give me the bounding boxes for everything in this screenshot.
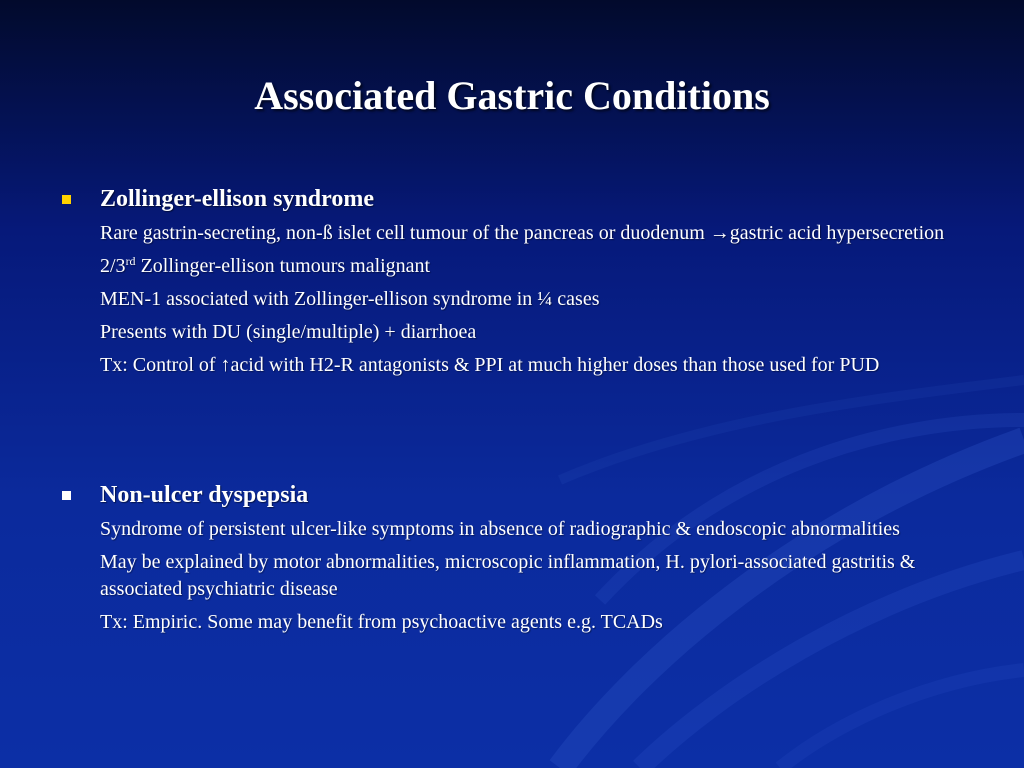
sub-point: Tx: Empiric. Some may benefit from psychoactive agents e.g. TCADs	[100, 611, 663, 633]
section-heading: Zollinger-ellison syndrome	[100, 186, 375, 212]
slide-title: Associated Gastric Conditions	[254, 73, 770, 118]
sub-point: Syndrome of persistent ulcer-like symptoms in absence of radiographic & endoscopic abnormalities	[100, 518, 900, 540]
sub-point-prefix: 2/3	[100, 255, 126, 277]
sub-point: Tx: Control of ↑acid with H2-R antagonists & PPI at much higher doses than those used for PUD	[100, 354, 880, 376]
sub-point: MEN-1 associated with Zollinger-ellison syndrome in ¼ cases	[100, 288, 600, 310]
sub-point: Presents with DU (single/multiple) + diarrhoea	[100, 321, 477, 343]
white-square-bullet-icon	[62, 491, 71, 500]
sub-point: Rare gastrin-secreting, non-ß islet cell tumour of the pancreas or duodenum →gastric acid hypersecretion	[100, 222, 945, 244]
sub-point: May be explained by motor abnormalities, microscopic inflammation, H. pylori-associated gastritis & associated psychiatric disease	[100, 551, 916, 600]
sub-point-list	[100, 516, 962, 636]
bullet-row	[62, 480, 962, 510]
section-non-ulcer-dyspepsia	[62, 480, 962, 642]
yellow-square-bullet-icon	[62, 195, 71, 204]
bullet-row	[62, 184, 962, 214]
sub-point	[100, 253, 962, 280]
ordinal-superscript: rd	[125, 254, 136, 268]
sub-point-suffix: Zollinger-ellison tumours malignant	[135, 255, 431, 277]
section-zollinger-ellison	[62, 184, 962, 385]
sub-point-list	[100, 220, 962, 379]
section-heading: Non-ulcer dyspepsia	[100, 482, 309, 508]
